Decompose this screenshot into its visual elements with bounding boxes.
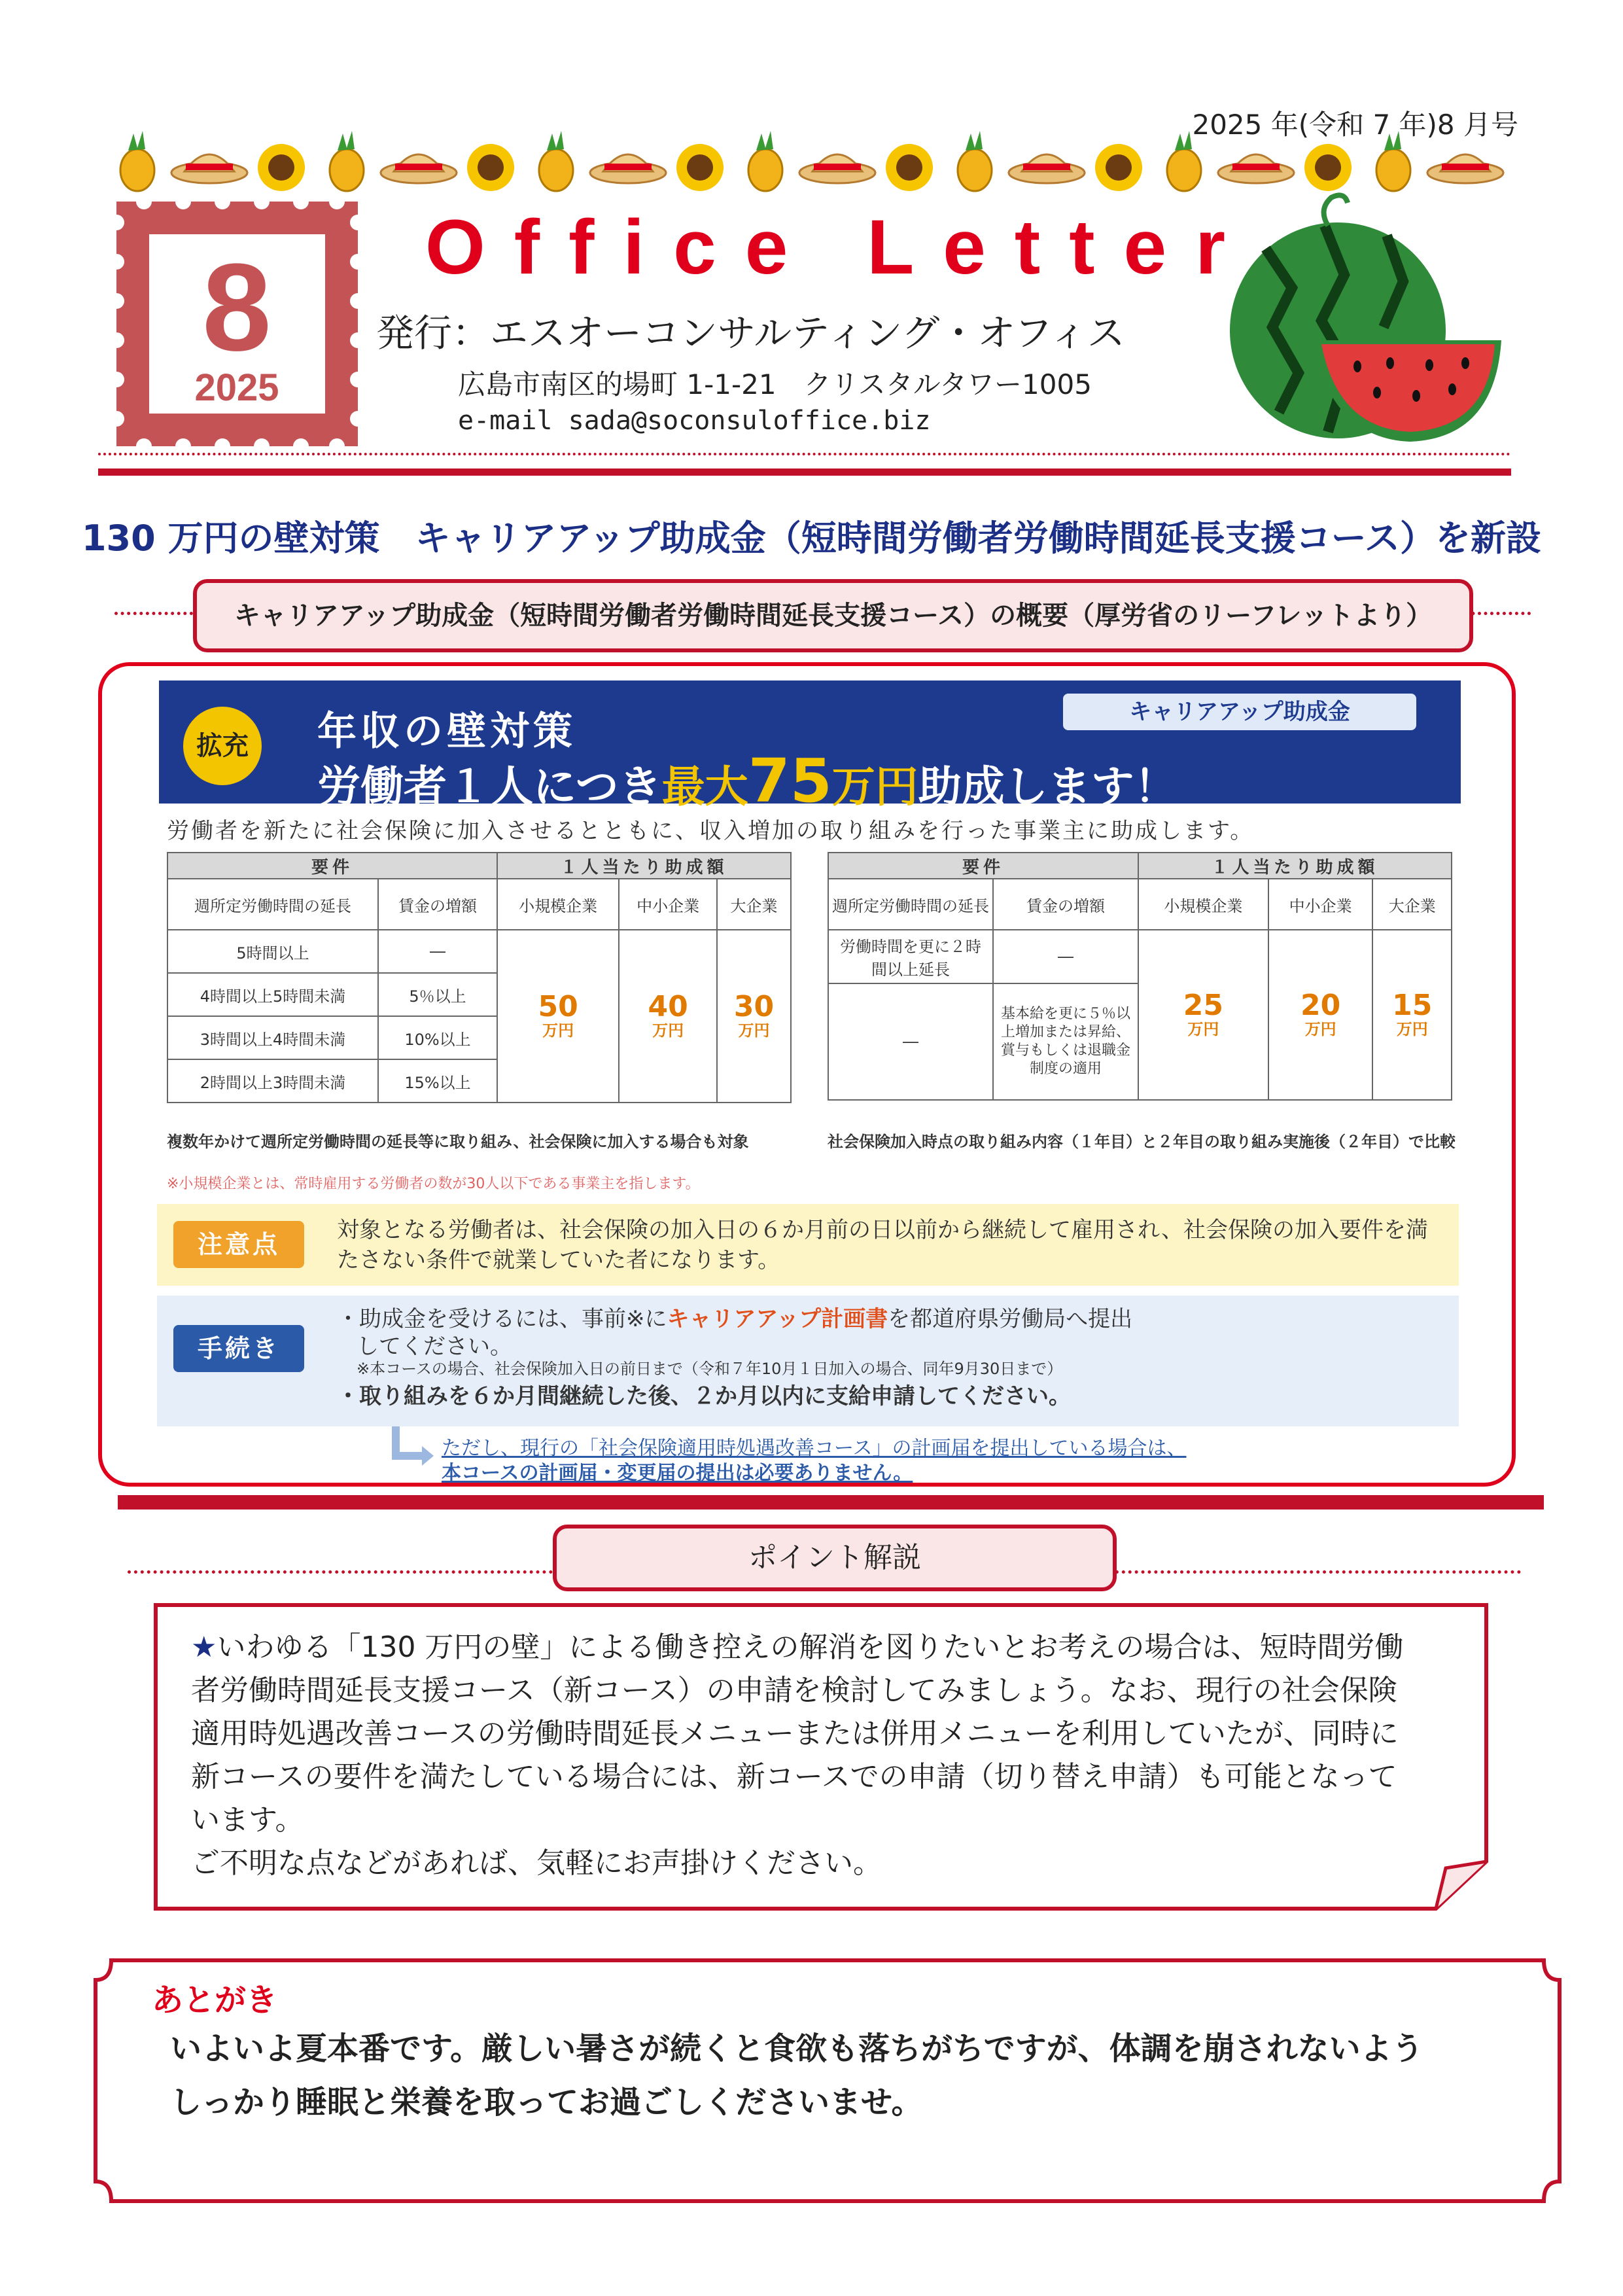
procedure-step-1-cont: してください。: [357, 1333, 512, 1360]
leaflet-link-note: ただし、現行の「社会保険適用時処遇改善コース」の計画届を提出している場合は、: [442, 1437, 1187, 1460]
table-cell: 2時間以上3時間未満: [167, 1059, 378, 1103]
address: 広島市南区的場町 1-1-21 クリスタルタワー1005: [458, 368, 1092, 400]
afterword-text: いよいよ夏本番です。厳しい暑さが続くと食欲も落ちがちですが、体調を崩されないよう しっかり睡眠と栄養を取ってお過ごしくださいませ。: [170, 2030, 1423, 2121]
table-subheader: 小規模企業: [1138, 879, 1268, 930]
amount-cell: 15 万円: [1372, 930, 1452, 1100]
leaflet-intro: 労働者を新たに社会保険に加入させるとともに、収入増加の取り組みを行った事業主に助成します。: [167, 818, 1255, 844]
email-address: e-mail sada@soconsuloffice.biz: [458, 406, 931, 436]
newsletter-title: Office Letter: [425, 204, 1255, 291]
afterword-title: あとがき: [152, 1982, 278, 2019]
table-cell: ―: [993, 930, 1138, 983]
section-label-overview: キャリアアップ助成金（短時間労働者労働時間延長支援コース）の概要（厚労省のリーフレットより）: [193, 579, 1473, 652]
subsidy-table-left: [167, 852, 792, 1103]
table-subheader: 大企業: [717, 879, 791, 930]
procedure-label: 手続き: [173, 1325, 304, 1372]
section-dotted-rule-left: [114, 612, 193, 615]
procedure-step-1: ・助成金を受けるには、事前※にキャリアアップ計画書を都道府県労働局へ提出: [337, 1306, 1133, 1332]
table-header: １人当たり助成額: [497, 853, 791, 879]
table-cell: 基本給を更に５％以上増加または昇給、賞与もしくは退職金制度の適用: [993, 983, 1138, 1100]
pineapple-icon: [120, 131, 154, 191]
amount-cell: 25 万円: [1138, 930, 1268, 1100]
star-icon: ★: [191, 1631, 217, 1664]
month-stamp: [111, 196, 363, 451]
section-dotted-rule-right: [1109, 1570, 1521, 1574]
summer-garland-decoration: [105, 124, 1518, 196]
table-subheader: 週所定労働時間の延長: [828, 879, 993, 930]
table-subheader: 賃金の増額: [378, 879, 497, 930]
watermelon-icon: [1213, 190, 1508, 458]
sunflower-icon: [258, 144, 305, 191]
table-cell: 3時間以上4時間未満: [167, 1016, 378, 1059]
caution-label: 注意点: [173, 1221, 304, 1268]
section-dotted-rule-left: [128, 1570, 553, 1574]
table-subheader: 小規模企業: [497, 879, 619, 930]
amount-cell: 20 万円: [1268, 930, 1373, 1100]
table-cell: 10%以上: [378, 1016, 497, 1059]
procedure-step-2: ・取り組みを６か月間継続した後、２か月以内に支給申請してください。: [337, 1383, 1071, 1409]
section-label-points: ポイント解説: [553, 1525, 1117, 1591]
arrow-icon: [389, 1426, 435, 1472]
table-cell: 労働時間を更に２時間以上延長: [828, 930, 993, 983]
header-dotted-rule: [98, 453, 1511, 455]
amount-cell: 40 万円: [619, 930, 717, 1103]
leaflet-note: 複数年かけて週所定労働時間の延長等に取り組み、社会保険に加入する場合も対象: [167, 1133, 749, 1151]
caution-text: 対象となる労働者は、社会保険の加入日の６か月前の日以前から継続して雇用され、社会保険の加入要件を満たさない条件で就業していた者になります。: [337, 1217, 1429, 1273]
leaflet-heading: 年収の壁対策: [317, 709, 576, 754]
leaflet-subheading: 労働者１人につき最大75万円助成します！: [317, 746, 1178, 816]
table-cell: ―: [828, 983, 993, 1100]
leaflet-footnote: ※小規模企業とは、常時雇用する労働者の数が30人以下である事業主を指します。: [167, 1176, 700, 1192]
publisher: 発行：エスオーコンサルティング・オフィス: [376, 311, 1125, 355]
table-cell: 4時間以上5時間未満: [167, 973, 378, 1016]
table-subheader: 中小企業: [1268, 879, 1373, 930]
table-subheader: 賃金の増額: [993, 879, 1138, 930]
leaflet-image: [147, 680, 1462, 1485]
table-cell: 5時間以上: [167, 930, 378, 973]
table-subheader: 大企業: [1372, 879, 1452, 930]
table-header: 要件: [828, 853, 1138, 879]
table-subheader: 週所定労働時間の延長: [167, 879, 378, 930]
section-dotted-rule-right: [1465, 612, 1531, 615]
straw-hat-icon: [171, 154, 247, 183]
issue-date: 2025 年(令和 7 年)8 月号: [1192, 109, 1518, 141]
leaflet-note: 社会保険加入時点の取り組み内容（１年目）と２年目の取り組み実施後（２年目）で比較: [828, 1133, 1456, 1151]
point-explanation: ★いわゆる「130 万円の壁」による働き控えの解消を図りたいとお考えの場合は、短時間労働者労働時間延長支援コース（新コース）の申請を検討してみましょう。なお、現行の社会保険適用時処遇改善コースの労働時間延長メニューまたは併用メニューを利用していたが、同時に新コースの要件を満たしている場合には、新コースでの申請（切り替え申請）も可能となっています。 ご不明な点などがあれば、気軽にお声掛けください。: [191, 1631, 1404, 1880]
leaflet-link-note: 本コースの計画届・変更届の提出は必要ありません。: [442, 1462, 913, 1485]
subsidy-table-right: [828, 852, 1452, 1101]
header-rule: [98, 468, 1511, 476]
table-cell: ―: [378, 930, 497, 973]
leaflet-badge: 拡充: [183, 707, 262, 785]
table-cell: 5％以上: [378, 973, 497, 1016]
stamp-month: 8: [202, 238, 271, 377]
section-divider: [118, 1495, 1544, 1510]
article-headline: 130 万円の壁対策 キャリアアップ助成金（短時間労働者労働時間延長支援コース）を新設: [81, 518, 1542, 559]
procedure-note: ※本コースの場合、社会保険加入日の前日まで（令和７年10月１日加入の場合、同年9月30日まで）: [357, 1360, 1063, 1378]
table-header: 要件: [167, 853, 497, 879]
table-subheader: 中小企業: [619, 879, 717, 930]
amount-cell: 30 万円: [717, 930, 791, 1103]
stamp-year: 2025: [194, 366, 279, 409]
leaflet-tag: キャリアアップ助成金: [1063, 694, 1416, 730]
amount-cell: 50 万円: [497, 930, 619, 1103]
table-cell: 15%以上: [378, 1059, 497, 1103]
table-header: １人当たり助成額: [1138, 853, 1452, 879]
